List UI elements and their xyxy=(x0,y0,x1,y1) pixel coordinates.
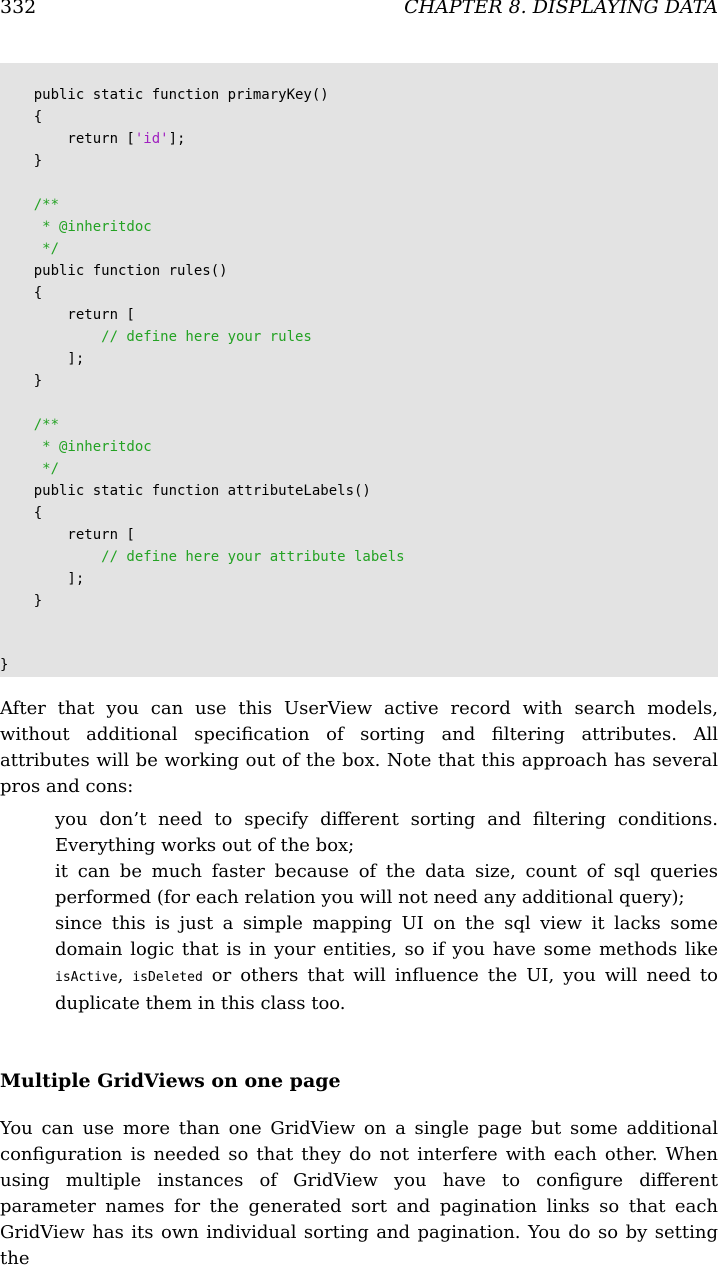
code-line: } xyxy=(0,657,9,673)
code-comment: // define here your rules xyxy=(0,329,312,345)
intro-paragraph: After that you can use this UserView active record with search models, without additional specification of sorting and filtering attributes. All attributes will be working out of the box. Note that this approach has several pros and cons: xyxy=(0,698,718,797)
section-paragraph: You can use more than one GridView on a single page but some additional configuration is needed so that they do not interfere with each other. When using multiple instances of GridView you have to configure different parameter names for the generated sort and pagination links so that each GridView has its own individual sorting and pagination. You do so by setting the xyxy=(0,1118,718,1269)
list-item xyxy=(55,911,718,1017)
code-comment: /** xyxy=(0,417,60,433)
code-line: return [ xyxy=(0,307,135,323)
inline-code: isDeleted xyxy=(132,970,203,985)
code-line: public function rules() xyxy=(0,263,228,279)
code-comment: * @inheritdoc xyxy=(0,439,152,455)
code-line: { xyxy=(0,285,43,301)
code-line: } xyxy=(0,593,43,609)
code-text: ]; xyxy=(168,131,186,147)
code-line: return [ xyxy=(0,527,135,543)
code-comment: */ xyxy=(0,241,60,257)
code-comment: // define here your attribute labels xyxy=(0,549,405,565)
code-line: ]; xyxy=(0,351,85,367)
inline-code: isActive xyxy=(55,970,118,985)
page-header xyxy=(0,0,718,22)
page-number: 332 xyxy=(0,0,37,18)
code-string-literal: 'id' xyxy=(134,131,169,147)
code-text: return [ xyxy=(0,131,135,147)
list-item: you don’t need to specify different sorting and filtering conditions. Everything works out of the box; xyxy=(55,809,718,856)
code-comment: * @inheritdoc xyxy=(0,219,152,235)
code-line xyxy=(0,128,185,150)
code-line: { xyxy=(0,109,43,125)
list-item-text: since this is just a simple mapping UI on the sql view it lacks some domain logic that is in your entities, so if you have some methods like xyxy=(55,913,718,960)
section-heading: Multiple GridViews on one page xyxy=(0,1070,341,1092)
code-line: public static function attributeLabels() xyxy=(0,483,371,499)
code-block xyxy=(0,63,718,677)
list-item-text: or others that will influence the UI, you will need to duplicate them in this class too. xyxy=(55,965,718,1014)
code-line: { xyxy=(0,505,43,521)
code-line: } xyxy=(0,153,43,169)
code-line: } xyxy=(0,373,43,389)
code-comment: /** xyxy=(0,197,60,213)
list-item-text: , xyxy=(117,965,133,986)
code-comment: */ xyxy=(0,461,60,477)
chapter-title: CHAPTER 8. DISPLAYING DATA xyxy=(404,0,718,18)
code-line: ]; xyxy=(0,571,85,587)
list-item: it can be much faster because of the data size, count of sql queries performed (for each relation you will not need any additional query); xyxy=(55,861,718,908)
code-line: public static function primaryKey() xyxy=(0,87,329,103)
